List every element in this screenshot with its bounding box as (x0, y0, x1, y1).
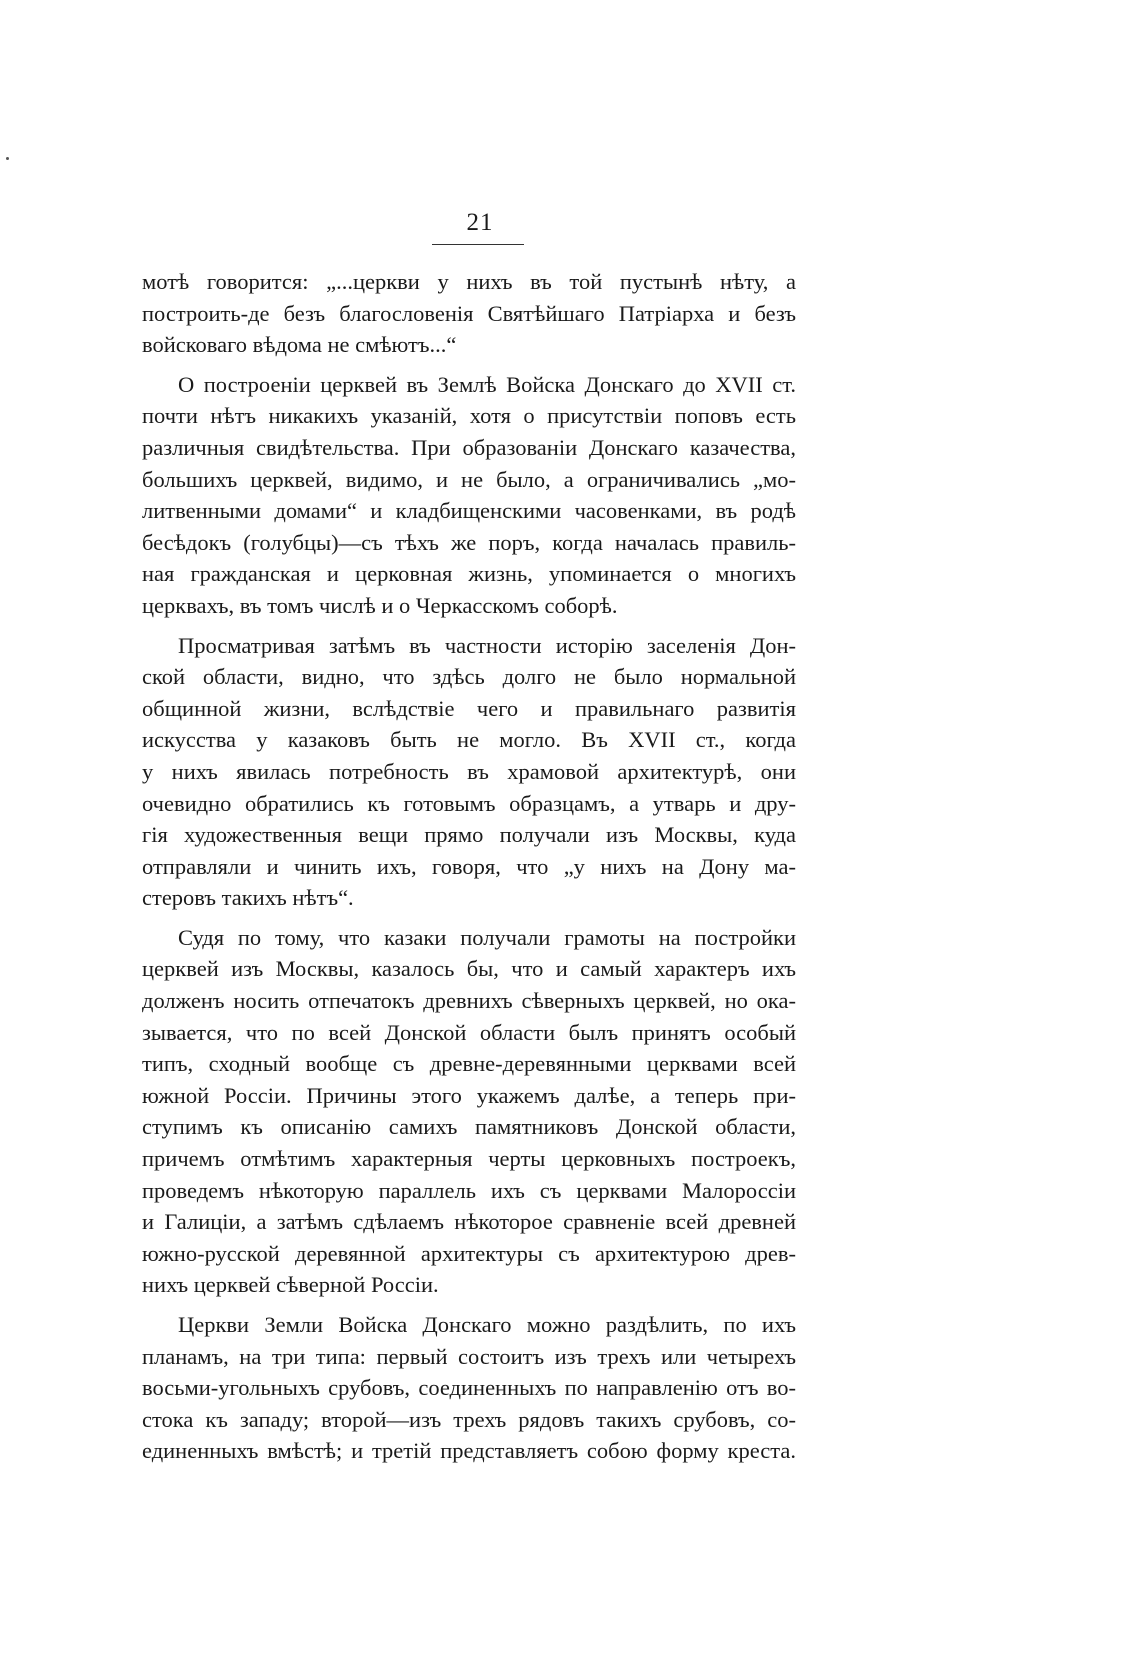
paragraph (142, 922, 796, 1301)
text-line: долженъ носить отпечатокъ древнихъ сѣверныхъ церквей, но ока- (142, 988, 796, 1014)
text-line: общинной жизни, вслѣдствіе чего и правильнаго развитія (142, 695, 796, 721)
text-line: почти нѣтъ никакихъ указаній, хотя о присутствіи поповъ есть (142, 403, 796, 429)
text-line: Церкви Земли Войска Донскаго можно раздѣлить, по ихъ (178, 1312, 796, 1337)
text-line: проведемъ нѣкоторую параллель ихъ съ церквами Малороссіи (142, 1177, 796, 1203)
text-line: и Галиціи, а затѣмъ сдѣлаемъ нѣкоторое сравненіе всей древней (142, 1209, 796, 1235)
text-line: единенныхъ вмѣстѣ; и третій представляетъ собою форму креста. (142, 1438, 796, 1464)
text-line: церквей изъ Москвы, казалось бы, что и самый характеръ ихъ (142, 956, 796, 982)
text-line: ской области, видно, что здѣсь долго не было нормальной (142, 664, 796, 690)
text-line: О построеніи церквей въ Землѣ Войска Донскаго до XVII ст. (178, 371, 796, 397)
text-line: стеровъ такихъ нѣтъ“. (142, 885, 354, 911)
text-line: церквахъ, въ томъ числѣ и о Черкасскомъ соборѣ. (142, 592, 618, 618)
page-number-rule (432, 244, 524, 245)
page-number: 21 (466, 209, 494, 236)
text-line: различныя свидѣтельства. При образованіи Донскаго казачества, (142, 434, 796, 460)
text-line: Судя по тому, что казаки получали грамоты на постройки (178, 924, 796, 950)
scan-speck (6, 157, 9, 160)
paragraph (142, 630, 796, 914)
text-line: литвенными домами“ и кладбищенскими часовенками, въ родѣ (142, 498, 796, 524)
text-line: ная гражданская и церковная жизнь, упоминается о многихъ (142, 561, 796, 587)
text-line: искусства у казаковъ быть не могло. Въ XVII ст., когда (142, 727, 796, 753)
text-line: ступимъ къ описанію самихъ памятниковъ Донской области, (142, 1114, 796, 1140)
text-line: восьми-угольныхъ срубовъ, соединенныхъ по направленію отъ во- (142, 1375, 796, 1401)
text-line: отправляли и чинить ихъ, говоря, что „у нихъ на Дону ма- (142, 853, 796, 879)
text-line: Просматривая затѣмъ въ частности исторію заселенія Дон- (178, 632, 796, 658)
text-line: стока къ западу; второй—изъ трехъ рядовъ такихъ срубовъ, со- (142, 1406, 796, 1432)
text-line: войсковаго вѣдома не смѣютъ...“ (142, 332, 457, 358)
text-line: большихъ церквей, видимо, и не было, а ограничивались „мо- (142, 466, 796, 492)
text-line: у нихъ явилась потребность въ храмовой архитектурѣ, они (142, 758, 796, 784)
text-line: очевидно обратились къ готовымъ образцамъ, а утварь и дру- (142, 790, 796, 816)
text-line: нихъ церквей сѣверной Россіи. (142, 1272, 439, 1298)
text-line: бесѣдокъ (голубцы)—съ тѣхъ же поръ, когда началась правиль- (142, 529, 796, 555)
paragraph (142, 266, 796, 361)
paragraph (142, 369, 796, 622)
text-line: зывается, что по всей Донской области былъ принятъ особый (142, 1019, 796, 1045)
paragraph (142, 1309, 796, 1467)
text-line: южно-русской деревянной архитектуры съ архитектурою древ- (142, 1240, 796, 1266)
text-line: причемъ отмѣтимъ характерныя черты церковныхъ построекъ, (142, 1146, 796, 1172)
text-line: гія художественныя вещи прямо получали изъ Москвы, куда (142, 822, 796, 848)
text-line: типъ, сходный вообще съ древне-деревянными церквами всей (142, 1051, 796, 1077)
text-line: планамъ, на три типа: первый состоитъ изъ трехъ или четырехъ (142, 1343, 796, 1369)
text-line: южной Россіи. Причины этого укажемъ далѣе, а теперь при- (142, 1082, 796, 1108)
text-line: построить-де безъ благословенія Святѣйшаго Патріарха и безъ (142, 300, 796, 326)
body-text (142, 266, 796, 1467)
text-line: мотѣ говорится: „...церкви у нихъ въ той пустынѣ нѣту, а (142, 269, 796, 294)
